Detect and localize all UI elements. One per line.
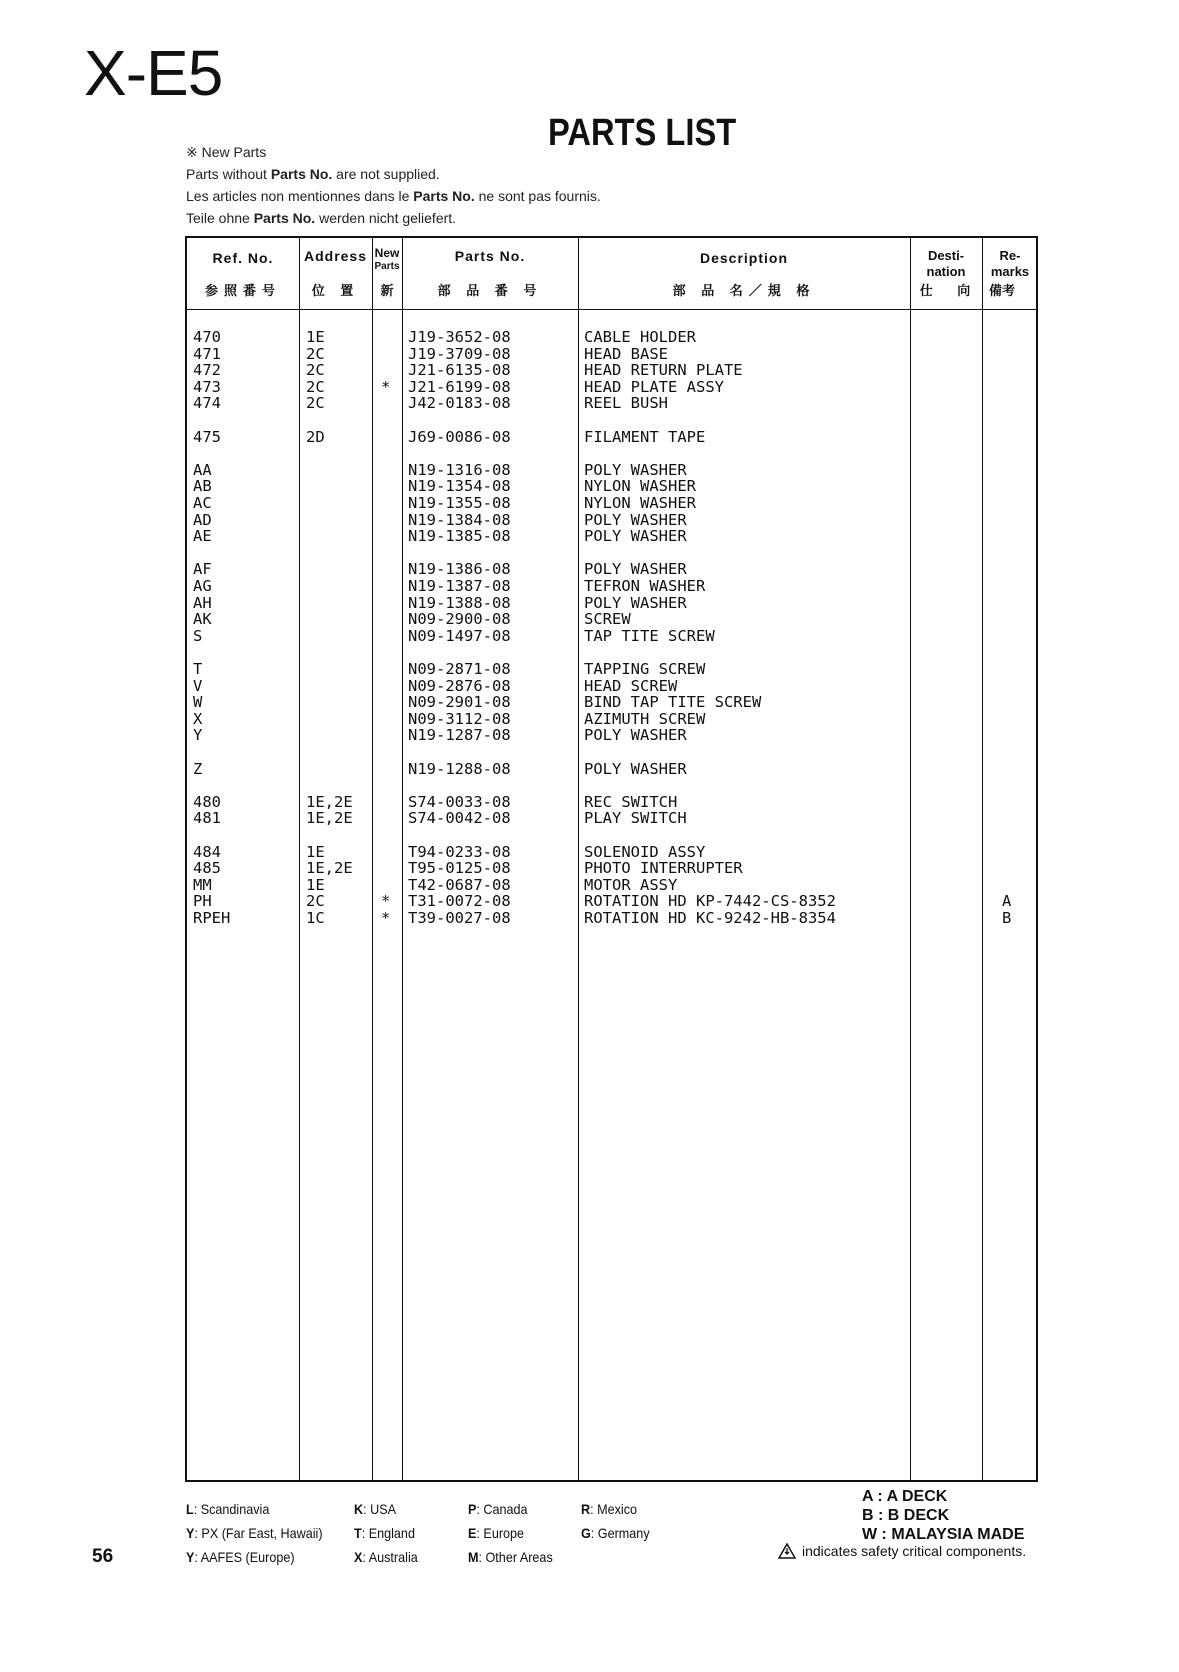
cell-parts-no: J69-0086-08 [408, 427, 511, 446]
cell-address: 2C [306, 377, 325, 396]
cell-parts-no: N09-2901-08 [408, 693, 511, 712]
table-row [187, 378, 1036, 396]
cell-ref: PH [193, 892, 212, 911]
cell-ref: AD [193, 510, 212, 529]
legend-col-3 [468, 1497, 553, 1569]
legend-entry: M: Other Areas [468, 1549, 553, 1565]
cell-description: ROTATION HD KP-7442-CS-8352 [584, 892, 836, 911]
cell-parts-no: J19-3709-08 [408, 344, 511, 363]
cell-address: 1E [306, 842, 325, 861]
legend-entry: Y: PX (Far East, Hawaii) [186, 1525, 323, 1541]
legend-code: P [468, 1501, 477, 1517]
cell-ref: AC [193, 494, 212, 512]
cell-ref: AA [193, 460, 212, 479]
legend-entry: L: Scandinavia [186, 1501, 270, 1517]
cell-ref: Y [193, 726, 203, 745]
cell-ref: 471 [193, 344, 221, 363]
header-address: Address [303, 248, 368, 264]
table-row [187, 892, 1036, 910]
legend-label: Australia [368, 1549, 418, 1565]
header-new-jp: 新 [380, 283, 394, 298]
note-french [186, 185, 601, 207]
header-new [372, 246, 402, 274]
cell-ref: AE [193, 527, 212, 546]
cell-parts-no: J42-0183-08 [408, 394, 511, 413]
cell-description: AZIMUTH SCREW [584, 709, 706, 728]
deck-label: MALAYSIA MADE [891, 1526, 1025, 1543]
note-text: werden nicht geliefert. [315, 210, 457, 226]
cell-ref: 470 [193, 328, 221, 346]
table-row [187, 345, 1036, 363]
cell-parts-no: N19-1355-08 [408, 494, 511, 512]
cell-description: HEAD RETURN PLATE [584, 361, 743, 380]
table-row [187, 394, 1036, 412]
model-name: X-E5 [84, 37, 223, 109]
table-row [187, 660, 1036, 678]
cell-description: PHOTO INTERRUPTER [584, 859, 743, 878]
cell-ref: T [193, 660, 203, 678]
deck-entry: W : MALAYSIA MADE [862, 1526, 1025, 1543]
cell-parts-no: S74-0033-08 [408, 792, 511, 811]
cell-description: PLAY SWITCH [584, 809, 687, 828]
cell-ref: V [193, 676, 203, 695]
note-text: Parts without [186, 166, 271, 182]
header-parts-no-jp: 部 品 番 号 [437, 283, 543, 298]
cell-ref: Z [193, 759, 203, 778]
legend-label: Canada [483, 1501, 528, 1517]
table-row [187, 859, 1036, 877]
cell-address: 1E,2E [306, 792, 353, 811]
legend-code: T [354, 1525, 362, 1541]
header-rem-line2: marks [990, 264, 1030, 279]
legend-entry: P: Canada [468, 1501, 528, 1517]
note-text: are not supplied. [332, 166, 440, 182]
header-ref-jp: 参照番号 [204, 283, 281, 298]
cell-ref: 484 [193, 842, 221, 861]
table-row [187, 461, 1036, 479]
table-row [187, 909, 1036, 927]
table-row [187, 876, 1036, 894]
page-number: 56 [92, 1546, 114, 1567]
parts-table [185, 236, 1038, 1482]
cell-description: BIND TAP TITE SCREW [584, 693, 762, 712]
table-row [187, 760, 1036, 778]
cell-description: REEL BUSH [584, 394, 668, 413]
cell-parts-no: J19-3652-08 [408, 328, 511, 346]
cell-description: SOLENOID ASSY [584, 842, 706, 861]
cell-parts-no: J21-6135-08 [408, 361, 511, 380]
header-address-jp: 位 置 [311, 283, 360, 298]
cell-ref: AH [193, 593, 212, 612]
cell-ref: AF [193, 560, 212, 579]
legend-entry: E: Europe [468, 1525, 525, 1541]
cell-parts-no: N19-1384-08 [408, 510, 511, 529]
table-row [187, 809, 1036, 827]
cell-parts-no: T31-0072-08 [408, 892, 511, 911]
note-bold: Parts No. [270, 166, 333, 182]
cell-parts-no: T94-0233-08 [408, 842, 511, 861]
cell-address: 1E,2E [306, 809, 353, 828]
header-rem-line1: Re- [999, 248, 1021, 263]
table-row [187, 494, 1036, 512]
legend-label: England [368, 1525, 415, 1541]
cell-parts-no: N19-1386-08 [408, 560, 511, 579]
cell-description: TAPPING SCREW [584, 660, 706, 678]
cell-description: POLY WASHER [584, 560, 687, 579]
header-remarks [982, 248, 1038, 280]
legend-label: Europe [483, 1525, 525, 1541]
legend-label: Scandinavia [200, 1501, 270, 1517]
cell-new-parts: * [381, 909, 391, 927]
legend-code: X [354, 1549, 363, 1565]
header-new-line1: New [374, 246, 400, 260]
table-row [187, 693, 1036, 711]
cell-description: POLY WASHER [584, 460, 687, 479]
deck-entry: A : A DECK [862, 1488, 948, 1505]
legend-col-4 [581, 1497, 650, 1545]
safety-text: indicates safety critical components. [802, 1543, 1027, 1559]
cell-ref: 474 [193, 394, 221, 413]
deck-code: B [862, 1507, 874, 1524]
header-description: Description [699, 250, 788, 266]
cell-parts-no: N19-1354-08 [408, 477, 511, 496]
cell-address: 1E [306, 875, 325, 894]
table-row [187, 328, 1036, 346]
cell-parts-no: N09-3112-08 [408, 709, 511, 728]
deck-code: W [862, 1526, 878, 1543]
cell-description: NYLON WASHER [584, 494, 696, 512]
notes [186, 141, 601, 229]
cell-remarks: A [1002, 892, 1012, 911]
legend-entry: G: Germany [581, 1525, 650, 1541]
header-dest-line1: Desti- [927, 248, 965, 263]
legend-code: E [468, 1525, 477, 1541]
legend-code: Y [186, 1549, 195, 1565]
legend-entry: T: England [354, 1525, 415, 1541]
cell-parts-no: N09-2900-08 [408, 610, 511, 629]
cell-parts-no: T95-0125-08 [408, 859, 511, 878]
cell-remarks: B [1002, 909, 1012, 927]
cell-ref: AG [193, 577, 212, 595]
deck-label: B DECK [887, 1507, 950, 1524]
table-row [187, 527, 1036, 545]
cell-ref: W [193, 693, 203, 712]
header-divider [187, 309, 1036, 310]
table-row [187, 610, 1036, 628]
cell-address: 2D [306, 427, 325, 446]
legend-label: Mexico [597, 1501, 638, 1517]
cell-description: POLY WASHER [584, 593, 687, 612]
note-text: Teile ohne [186, 210, 254, 226]
cell-address: 2C [306, 361, 325, 380]
note-bold: Parts No. [413, 188, 475, 204]
header-ref: Ref. No. [212, 250, 274, 266]
cell-description: CABLE HOLDER [584, 328, 696, 346]
legend-code: G [581, 1525, 591, 1541]
header-destination-jp: 仕 向 [919, 283, 973, 298]
safety-note [778, 1543, 1026, 1559]
legend-label: Other Areas [485, 1549, 553, 1565]
legend-label: USA [370, 1501, 397, 1517]
cell-parts-no: N09-1497-08 [408, 626, 511, 645]
cell-parts-no: J21-6199-08 [408, 377, 511, 396]
cell-description: POLY WASHER [584, 510, 687, 529]
cell-new-parts: * [381, 377, 391, 396]
cell-ref: 480 [193, 792, 221, 811]
table-row [187, 511, 1036, 529]
cell-ref: S [193, 626, 203, 645]
table-row [187, 677, 1036, 695]
header-dest-line2: nation [926, 264, 966, 279]
note-english [186, 163, 601, 185]
cell-ref: 481 [193, 809, 221, 828]
legend-entry: Y: AAFES (Europe) [186, 1549, 295, 1565]
table-row [187, 560, 1036, 578]
header-parts-no: Parts No. [454, 248, 526, 264]
cell-description: TEFRON WASHER [584, 577, 706, 595]
cell-address: 1C [306, 909, 325, 927]
cell-address: 1E,2E [306, 859, 353, 878]
cell-ref: 472 [193, 361, 221, 380]
legend-label: PX (Far East, Hawaii) [201, 1525, 323, 1541]
cell-ref: X [193, 709, 203, 728]
legend-col-1 [186, 1497, 323, 1569]
deck-entry: B : B DECK [862, 1507, 950, 1524]
note-new-parts: ※ New Parts [186, 144, 267, 160]
table-row [187, 594, 1036, 612]
cell-new-parts: * [381, 892, 391, 911]
legend-code: Y [186, 1525, 195, 1541]
cell-description: TAP TITE SCREW [584, 626, 715, 645]
cell-ref: 473 [193, 377, 221, 396]
cell-address: 2C [306, 344, 325, 363]
legend-code: L [186, 1501, 194, 1517]
cell-address: 1E [306, 328, 325, 346]
cell-ref: AK [193, 610, 212, 629]
cell-parts-no: T39-0027-08 [408, 909, 511, 927]
cell-parts-no: N19-1385-08 [408, 527, 511, 546]
cell-parts-no: N19-1388-08 [408, 593, 511, 612]
cell-description: HEAD PLATE ASSY [584, 377, 724, 396]
cell-ref: MM [193, 875, 212, 894]
cell-description: NYLON WASHER [584, 477, 696, 496]
cell-description: SCREW [584, 610, 631, 629]
warning-triangle-icon [778, 1543, 796, 1559]
legend-entry: X: Australia [354, 1549, 418, 1565]
table-row [187, 710, 1036, 728]
note-text: ne sont pas fournis. [474, 188, 601, 204]
cell-ref: AB [193, 477, 212, 496]
cell-ref: 485 [193, 859, 221, 878]
cell-address: 2C [306, 892, 325, 911]
legend-entry: K: USA [354, 1501, 397, 1517]
table-row [187, 843, 1036, 861]
cell-description: HEAD SCREW [584, 676, 678, 695]
legend-label: AAFES (Europe) [200, 1549, 295, 1565]
table-row [187, 428, 1036, 446]
cell-parts-no: N19-1288-08 [408, 759, 511, 778]
cell-parts-no: S74-0042-08 [408, 809, 511, 828]
legend-code: M [468, 1549, 479, 1565]
cell-parts-no: N19-1316-08 [408, 460, 511, 479]
legend-label: Germany [597, 1525, 650, 1541]
cell-description: HEAD BASE [584, 344, 668, 363]
deck-legend [862, 1487, 1024, 1544]
table-row [187, 627, 1036, 645]
deck-code: A [862, 1488, 873, 1505]
note-german [186, 207, 601, 229]
note-bold: Parts No. [253, 210, 316, 226]
cell-parts-no: N09-2871-08 [408, 660, 511, 678]
table-row [187, 477, 1036, 495]
cell-parts-no: T42-0687-08 [408, 875, 511, 894]
table-row [187, 726, 1036, 744]
cell-address: 2C [306, 394, 325, 413]
header-destination [910, 248, 982, 280]
note-text: Les articles non mentionnes dans le [186, 188, 414, 204]
header-new-line2: Parts [374, 261, 400, 272]
header-remarks-jp: 備考 [988, 283, 1015, 298]
cell-description: FILAMENT TAPE [584, 427, 706, 446]
cell-parts-no: N09-2876-08 [408, 676, 511, 695]
legend-col-2 [354, 1497, 418, 1569]
cell-description: POLY WASHER [584, 759, 687, 778]
table-row [187, 577, 1036, 595]
cell-ref: RPEH [193, 909, 231, 927]
cell-description: ROTATION HD KC-9242-HB-8354 [584, 909, 836, 927]
cell-description: MOTOR ASSY [584, 875, 678, 894]
cell-description: POLY WASHER [584, 527, 687, 546]
legend-entry: R: Mexico [581, 1501, 638, 1517]
cell-ref: 475 [193, 427, 221, 446]
legend-code: K [354, 1501, 364, 1517]
header-description-jp: 部 品 名／規 格 [672, 283, 816, 298]
cell-description: REC SWITCH [584, 792, 678, 811]
cell-parts-no: N19-1287-08 [408, 726, 511, 745]
legend-code: R [581, 1501, 591, 1517]
table-row [187, 361, 1036, 379]
page-title: PARTS LIST [548, 112, 737, 154]
deck-label: A DECK [886, 1488, 948, 1505]
table-row [187, 793, 1036, 811]
cell-parts-no: N19-1387-08 [408, 577, 511, 595]
cell-description: POLY WASHER [584, 726, 687, 745]
